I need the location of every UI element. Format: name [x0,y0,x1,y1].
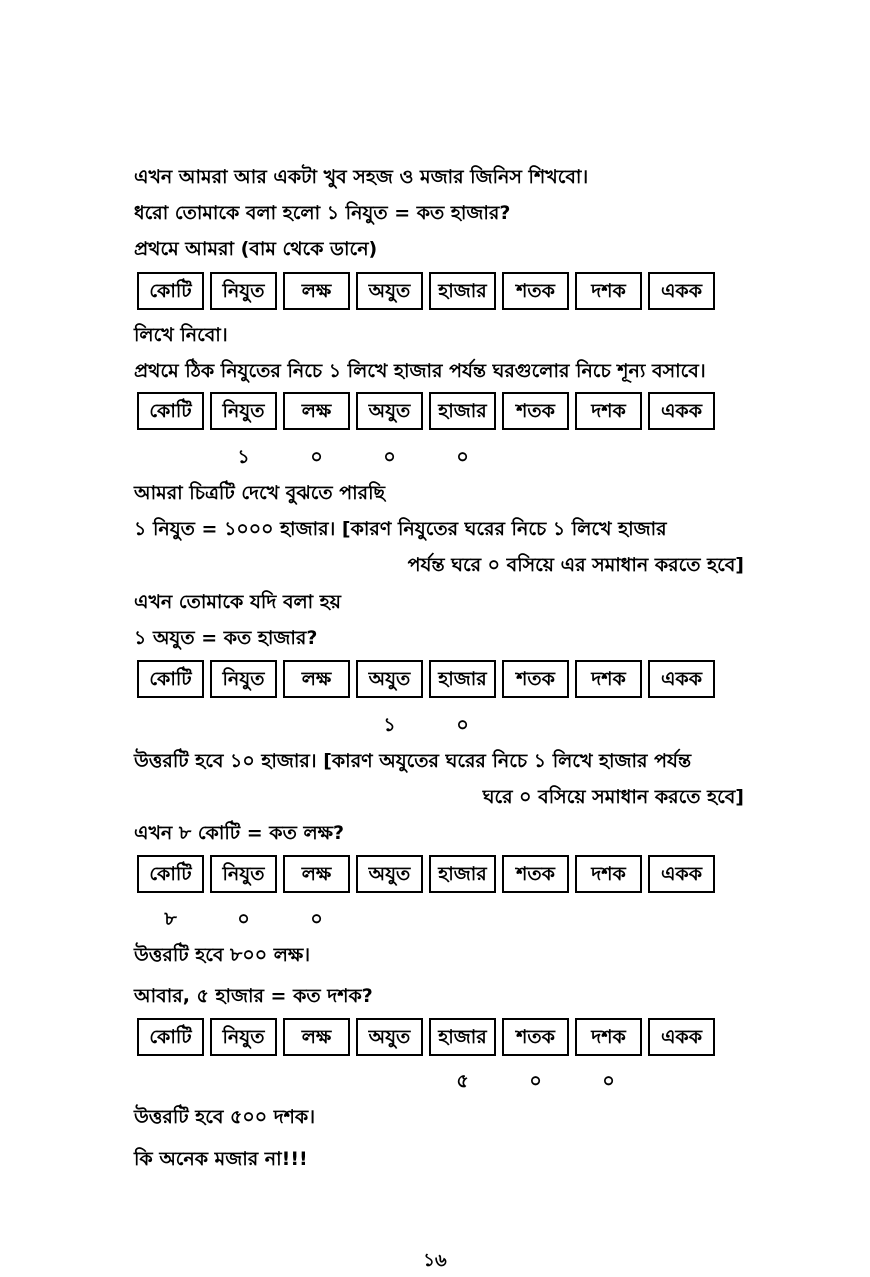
header-hajar: হাজার [429,1018,496,1056]
header-niyut: নিযুত [210,855,277,893]
header-ojut: অযুত [356,660,423,698]
header-hajar: হাজার [429,855,496,893]
header-lokkho: লক্ষ [283,1018,350,1056]
line-intro: এখন আমরা আর একটা খুব সহজ ও মজার জিনিস শিখবো। [134,166,589,188]
line-question-4: আবার, ৫ হাজার = কত দশক? [134,985,373,1007]
line-answer-2b: ঘরে ০ বসিয়ে সমাধান করতে হবে] [482,786,744,808]
header-ekok: একক [648,392,715,430]
header-niyut: নিযুত [210,392,277,430]
digit: ০ [310,908,323,930]
header-shotok: শতক [502,660,569,698]
line-instruction: প্রথমে ঠিক নিযুতের নিচে ১ লিখে হাজার পর্যন্ত ঘরগুলোর নিচে শূন্য বসাবে। [134,360,706,382]
header-doshok: দশক [575,660,642,698]
header-ojut: অযুত [356,855,423,893]
header-niyut: নিযুত [210,1018,277,1056]
digit: ০ [310,446,323,468]
header-niyut: নিযুত [210,660,277,698]
digit: ৮ [164,908,177,930]
line-answer-1b: পর্যন্ত ঘরে ০ বসিয়ে এর সমাধান করতে হবে] [407,554,744,576]
line-answer-3: উত্তরটি হবে ৮০০ লক্ষ। [134,944,311,966]
header-koti: কোটি [137,1018,204,1056]
header-hajar: হাজার [429,272,496,310]
digit: ০ [456,714,469,736]
header-shotok: শতক [502,272,569,310]
header-ojut: অযুত [356,1018,423,1056]
line-question-1: ধরো তোমাকে বলা হলো ১ নিযুত = কত হাজার? [134,202,511,224]
header-hajar: হাজার [429,660,496,698]
header-koti: কোটি [137,392,204,430]
header-doshok: দশক [575,272,642,310]
header-koti: কোটি [137,272,204,310]
header-hajar: হাজার [429,392,496,430]
line-answer-1a: ১ নিযুত = ১০০০ হাজার। [কারণ নিযুতের ঘরের নিচে ১ লিখে হাজার [134,518,667,540]
line-if: এখন তোমাকে যদি বলা হয় [134,591,341,613]
header-shotok: শতক [502,1018,569,1056]
line-answer-4: উত্তরটি হবে ৫০০ দশক। [134,1106,316,1128]
header-ekok: একক [648,1018,715,1056]
digit: ০ [237,908,250,930]
header-doshok: দশক [575,392,642,430]
header-lokkho: লক্ষ [283,855,350,893]
header-ojut: অযুত [356,272,423,310]
header-niyut: নিযুত [210,272,277,310]
header-lokkho: লক্ষ [283,392,350,430]
line-answer-2a: উত্তরটি হবে ১০ হাজার। [কারণ অযুতের ঘরের নিচে ১ লিখে হাজার পর্যন্ত [134,750,692,772]
header-koti: কোটি [137,660,204,698]
digit: ৫ [456,1070,469,1092]
header-ojut: অযুত [356,392,423,430]
line-first: প্রথমে আমরা (বাম থেকে ডানে) [134,238,378,260]
header-ekok: একক [648,855,715,893]
header-ekok: একক [648,660,715,698]
digit: ১ [237,446,250,468]
digit: ০ [456,446,469,468]
header-shotok: শতক [502,392,569,430]
digit: ০ [383,446,396,468]
line-question-3: এখন ৮ কোটি = কত লক্ষ? [134,822,345,844]
header-lokkho: লক্ষ [283,660,350,698]
header-lokkho: লক্ষ [283,272,350,310]
line-see: আমরা চিত্রটি দেখে বুঝতে পারছি [134,482,386,504]
digit: ০ [529,1070,542,1092]
header-koti: কোটি [137,855,204,893]
header-doshok: দশক [575,1018,642,1056]
header-shotok: শতক [502,855,569,893]
header-doshok: দশক [575,855,642,893]
line-end: কি অনেক মজার না!!! [134,1148,308,1170]
page-number: ১৬ [423,1250,447,1271]
digit: ০ [602,1070,615,1092]
line-write: লিখে নিবো। [134,324,228,346]
digit: ১ [383,714,396,736]
header-ekok: একক [648,272,715,310]
line-question-2: ১ অযুত = কত হাজার? [134,627,318,649]
